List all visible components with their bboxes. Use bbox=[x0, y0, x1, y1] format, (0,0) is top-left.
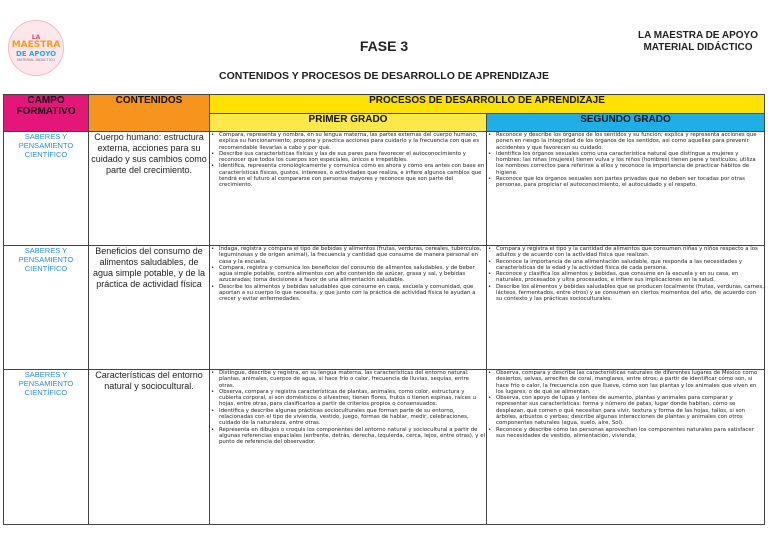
brand-line-2: MATERIAL DIDÁCTICO bbox=[643, 42, 753, 53]
contenido-cell: Beneficios del consumo de alimentos saludables, de agua simple potable, y de la práctica de actividad física bbox=[89, 246, 210, 370]
page-title: FASE 3 bbox=[359, 38, 409, 54]
list-item: • Reconoce que los órganos sexuales son partes privadas que no deben ser tocadas por otras personas, para propiciar el autoconocimiento, el autocuidado y el respeto. bbox=[496, 176, 764, 189]
brand-line-1: LA MAESTRA DE APOYO bbox=[637, 30, 758, 41]
list-item: • Compara, representa y nombra, en su lengua materna, las partes externas del cuerpo humano, explica su funcionamiento; propone y practica acciones para cuidarlo y la frecuencia con que es recomendable llevarlas a cabo y por qué. bbox=[219, 132, 486, 151]
list-item: • Indaga, registra y compara el tipo de bebidas y alimentos (frutas, verduras, cereales, tubérculos, leguminosas y de origen animal), la frecuencia y cantidad que consume de manera personal en casa y la escuela. bbox=[219, 246, 486, 265]
list-item: • Reconoce y clasifica los alimentos y bebidas, que consume en la escuela y en su casa, en naturales, procesados y ultra procesados; e infiere sus implicaciones en la salud. bbox=[496, 271, 764, 284]
list-item: • Compara y registra el tipo y la cantidad de alimentos que consumen niñas y niños respecto a los adultos y de acuerdo con la actividad física que realizan. bbox=[496, 246, 764, 259]
brand bbox=[638, 30, 758, 54]
subtitle: CONTENIDOS Y PROCESOS DE DESARROLLO DE APRENDIZAJE bbox=[218, 70, 550, 82]
list-item: • Observa, con apoyo de lupas y lentes de aumento, plantas y animales para comparar y representar sus características: forma y número de patas, lugar donde habitan, cómo se desplazan, qué comen o qué necesitan para vivir, textura y forma de las hojas, tallos, si son árboles, arbustos o yerbas; describe algunas interacciones de plantas y animales con otros componentes naturales (agua, suelo, aire, Sol). bbox=[496, 395, 764, 426]
table-row bbox=[4, 132, 765, 246]
list-item: • Reconoce y describe cómo las personas aprovechan los componentes naturales para satisfacer sus necesidades de vestido, alimentación, vivienda. bbox=[496, 427, 764, 440]
grade-1-cell bbox=[210, 246, 487, 370]
list-item: • Reconoce y describe los órganos de los sentidos y su función; explica y representa acciones que ponen en riesgo la integridad de los órganos de los sentidos, así como aquellas para prevenir accidentes y que favorecen su cuidado. bbox=[496, 132, 764, 151]
contenido-cell: Características del entorno natural y sociocultural. bbox=[89, 370, 210, 525]
campo-cell: SABERES Y PENSAMIENTO CIENTÍFICO bbox=[4, 370, 89, 525]
list-item: • Observa, compara y registra características de plantas, animales, como color, estructura y cubierta corporal, si son domésticos o silvestres; tienen flores, frutos o tienen espinas, raíces u hojas, entre otras, para clasificarlos a partir de criterios propios o consensuados. bbox=[219, 389, 486, 408]
header-grade-2: SEGUNDO GRADO bbox=[487, 114, 765, 132]
list-item: • Representa en dibujos o croquis los componentes del entorno natural y sociocultural a partir de algunas referencias espaciales (enfrente, detrás, derecha, izquierda, cerca, lejos, entre otras), y el punto de referencia del observador. bbox=[219, 427, 486, 446]
list-item: • Identifica los órganos sexuales como una característica natural que distingue a mujeres y hombres: las niñas (mujeres) tienen vulva y los niños (hombres) tienen pene y testículos; utiliza los nombres correctos para referirse a ellos y reconoce la importancia de practicar hábitos de higiene. bbox=[496, 151, 764, 176]
grade-2-cell bbox=[487, 370, 765, 525]
header-procesos: PROCESOS DE DESARROLLO DE APRENDIZAJE bbox=[210, 95, 765, 114]
campo-cell: SABERES Y PENSAMIENTO CIENTÍFICO bbox=[4, 132, 89, 246]
campo-cell: SABERES Y PENSAMIENTO CIENTÍFICO bbox=[4, 246, 89, 370]
list-item: • Describe sus características físicas y las de sus pares para favorecer el autoconocimiento y reconocer que todos los cuerpos son especiales, únicos e irrepetibles. bbox=[219, 151, 486, 164]
list-item: • Identifica, representa cronológicamente y comunica cómo es ahora y cómo era antes con base en características físicas, gustos, intereses, o actividades que realiza, e infiere algunos cambios que tendrá en el futuro al compararse con personas mayores y reconoce que son parte del crecimiento. bbox=[219, 163, 486, 188]
list-item: • Compara, registra y comunica los beneficios del consumo de alimentos saludables, y de beber agua simple potable, contra alimentos con alto contenido de azúcar, grasa y sal, y bebidas azucaradas; toma decisiones a favor de una alimentación saludable. bbox=[219, 265, 486, 284]
grade-2-cell bbox=[487, 132, 765, 246]
grade-1-cell bbox=[210, 132, 487, 246]
logo-text-2: MAESTRA bbox=[11, 39, 61, 50]
list-item: • Observa, compara y describe las características naturales de diferentes lugares de México como desiertos, selvas, arrecifes de coral, manglares, entre otros; a partir de identificar cómo son, si hace frío o calor, la frecuencia con que llueve, cómo son las plantas y los animales que viven en los lugares, o de qué se alimentan. bbox=[496, 370, 764, 395]
header-campo: CAMPO FORMATIVO bbox=[4, 95, 89, 132]
grade-1-cell bbox=[210, 370, 487, 525]
logo-text-1: LA bbox=[31, 33, 41, 41]
table-row bbox=[4, 246, 765, 370]
list-item: • Reconoce la importancia de una alimentación saludable, que responda a las necesidades y características de la edad y la actividad física de cada persona. bbox=[496, 259, 764, 272]
content-table bbox=[3, 94, 765, 525]
logo-text-3: DE APOYO bbox=[15, 49, 57, 58]
contenido-cell: Cuerpo humano: estructura externa, acciones para su cuidado y sus cambios como parte del crecimiento. bbox=[89, 132, 210, 246]
list-item: • Distingue, describe y registra, en su lengua materna, las características del entorno natural: plantas, animales, cuerpos de agua, si hace frío o calor, frecuencia de lluvias, sequías, entre otras. bbox=[219, 370, 486, 389]
logo-text-4: MATERIAL DIDÁCTICO bbox=[17, 57, 55, 62]
table-row bbox=[4, 370, 765, 525]
header-grade-1: PRIMER GRADO bbox=[210, 114, 487, 132]
list-item: • Identifica y describe algunas prácticas socioculturales que forman parte de su entorno, relacionadas con el tipo de vivienda, vestido, juego, formas de hablar, medir, celebraciones, cuidado de la naturaleza, entre otras. bbox=[219, 408, 486, 427]
list-item: • Describe los alimentos y bebidas saludables que consume en casa, escuela y comunidad, que aportan a su cuerpo lo que necesita, y que junto con la práctica de actividad física le ayudan a crecer y evitar enfermedades. bbox=[219, 284, 486, 303]
grade-2-cell bbox=[487, 246, 765, 370]
list-item: • Describe los alimentos y bebidas saludables que se producen localmente (frutas, verduras, carnes, lácteos, fermentados, entre otros) y se consumen en ciertos momentos del año, de acuerdo con su contexto y las prácticas socioculturales. bbox=[496, 284, 764, 303]
header-contenidos: CONTENIDOS bbox=[89, 95, 210, 132]
